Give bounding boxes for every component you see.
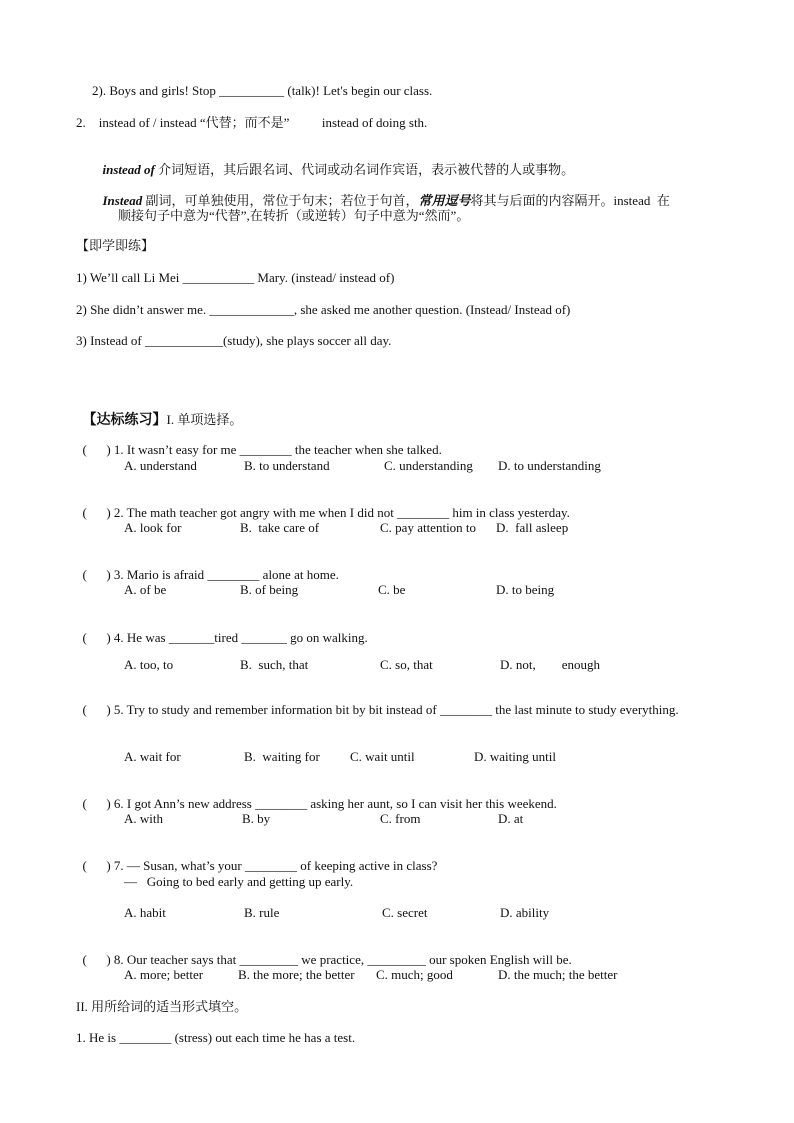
instead-desc-emphasis: 常用逗号 xyxy=(418,193,471,208)
answer-paren[interactable]: ( ) xyxy=(82,567,111,582)
instead-term: Instead xyxy=(102,193,143,208)
question-stem: 3. Mario is afraid ________ alone at home. xyxy=(113,567,339,582)
option-d[interactable]: D. at xyxy=(498,811,524,826)
answer-paren[interactable]: ( ) xyxy=(82,858,111,873)
option-d[interactable]: D. to being xyxy=(496,582,555,597)
option-a[interactable]: A. wait for xyxy=(124,749,181,764)
part1-title: I. 单项选择。 xyxy=(166,412,243,427)
question-row xyxy=(76,842,437,874)
exercise-heading-line xyxy=(76,396,242,428)
option-a[interactable]: A. with xyxy=(124,811,163,826)
practice-item: 3) Instead of ____________(study), she plays soccer all day. xyxy=(76,333,392,348)
instead-of-explanation xyxy=(96,146,574,178)
question-row xyxy=(76,551,339,583)
instead-desc-a: 副词，可单独使用，常位于句末；若位于句首， xyxy=(142,193,419,208)
answer-paren[interactable]: ( ) xyxy=(82,952,111,967)
question-row xyxy=(76,780,557,812)
question-dialogue-reply: — Going to bed early and getting up early. xyxy=(124,874,354,889)
option-b[interactable]: B. by xyxy=(242,811,271,826)
question-stem: 1. It wasn’t easy for me ________ the teacher when she talked. xyxy=(113,442,442,457)
option-b[interactable]: B. such, that xyxy=(240,657,309,672)
option-c[interactable]: C. much; good xyxy=(376,967,453,982)
answer-paren[interactable]: ( ) xyxy=(82,442,111,457)
option-b[interactable]: B. take care of xyxy=(240,520,320,535)
option-d[interactable]: D. waiting until xyxy=(474,749,556,764)
option-c[interactable]: C. secret xyxy=(382,905,428,920)
option-d[interactable]: D. fall asleep xyxy=(496,520,569,535)
option-b[interactable]: B. to understand xyxy=(244,458,330,473)
part2-title: II. 用所给词的适当形式填空。 xyxy=(76,999,248,1014)
option-d[interactable]: D. to understanding xyxy=(498,458,601,473)
instead-explanation xyxy=(96,177,670,209)
option-c[interactable]: C. so, that xyxy=(380,657,433,672)
question-row xyxy=(76,489,570,521)
option-a[interactable]: A. more; better xyxy=(124,967,204,982)
question-row xyxy=(76,614,368,646)
option-b[interactable]: B. the more; the better xyxy=(238,967,355,982)
option-d[interactable]: D. the much; the better xyxy=(498,967,618,982)
question-row xyxy=(76,686,679,718)
option-c[interactable]: C. be xyxy=(378,582,406,597)
option-a[interactable]: A. too, to xyxy=(124,657,174,672)
option-c[interactable]: C. wait until xyxy=(350,749,415,764)
question-stem: 2. The math teacher got angry with me when I did not ________ him in class yesterday. xyxy=(113,505,570,520)
option-a[interactable]: A. of be xyxy=(124,582,167,597)
instead-of-desc: 介词短语，其后跟名词、代词或动名词作宾语，表示被代替的人或事物。 xyxy=(154,162,575,177)
point-2-heading: 2. instead of / instead “代替；而不是” instead of doing sth. xyxy=(76,115,428,130)
instead-desc-b: 将其与后面的内容隔开。instead 在 xyxy=(470,193,670,208)
option-a[interactable]: A. understand xyxy=(124,458,197,473)
option-a[interactable]: A. habit xyxy=(124,905,166,920)
option-c[interactable]: C. from xyxy=(380,811,421,826)
option-b[interactable]: B. of being xyxy=(240,582,299,597)
instead-explanation-line2: 顺接句子中意为“代替”,在转折（或逆转）句子中意为“然而”。 xyxy=(118,208,470,223)
question-stem: 7. — Susan, what’s your ________ of keeping active in class? xyxy=(113,858,438,873)
option-c[interactable]: C. pay attention to xyxy=(380,520,477,535)
question-row xyxy=(76,426,442,458)
instead-of-term: instead of xyxy=(102,162,155,177)
question-stem: 8. Our teacher says that _________ we practice, _________ our spoken English will be. xyxy=(113,952,572,967)
practice-heading: 【即学即练】 xyxy=(76,239,155,254)
answer-paren[interactable]: ( ) xyxy=(82,630,111,645)
option-d[interactable]: D. ability xyxy=(500,905,550,920)
question-row xyxy=(76,936,572,968)
answer-paren[interactable]: ( ) xyxy=(82,796,111,811)
answer-paren[interactable]: ( ) xyxy=(82,702,111,717)
option-d[interactable]: D. not, enough xyxy=(500,657,601,672)
option-a[interactable]: A. look for xyxy=(124,520,182,535)
option-c[interactable]: C. understanding xyxy=(384,458,473,473)
question-stem: 4. He was _______tired _______ go on walking. xyxy=(113,630,368,645)
answer-paren[interactable]: ( ) xyxy=(82,505,111,520)
practice-item: 2) She didn’t answer me. _____________, she asked me another question. (Instead/ Instead of) xyxy=(76,302,571,317)
option-b[interactable]: B. waiting for xyxy=(244,749,320,764)
intro-sentence: 2). Boys and girls! Stop __________ (talk)! Let's begin our class. xyxy=(92,83,433,98)
practice-item: 1) We’ll call Li Mei ___________ Mary. (instead/ instead of) xyxy=(76,270,395,285)
question-stem: 5. Try to study and remember information bit by bit instead of ________ the last minute to study everything. xyxy=(113,702,679,717)
fill-in-item: 1. He is ________ (stress) out each time he has a test. xyxy=(76,1030,356,1045)
question-stem: 6. I got Ann’s new address ________ asking her aunt, so I can visit her this weekend. xyxy=(113,796,557,811)
option-b[interactable]: B. rule xyxy=(244,905,280,920)
exercise-heading: 【达标练习】 xyxy=(82,412,167,428)
